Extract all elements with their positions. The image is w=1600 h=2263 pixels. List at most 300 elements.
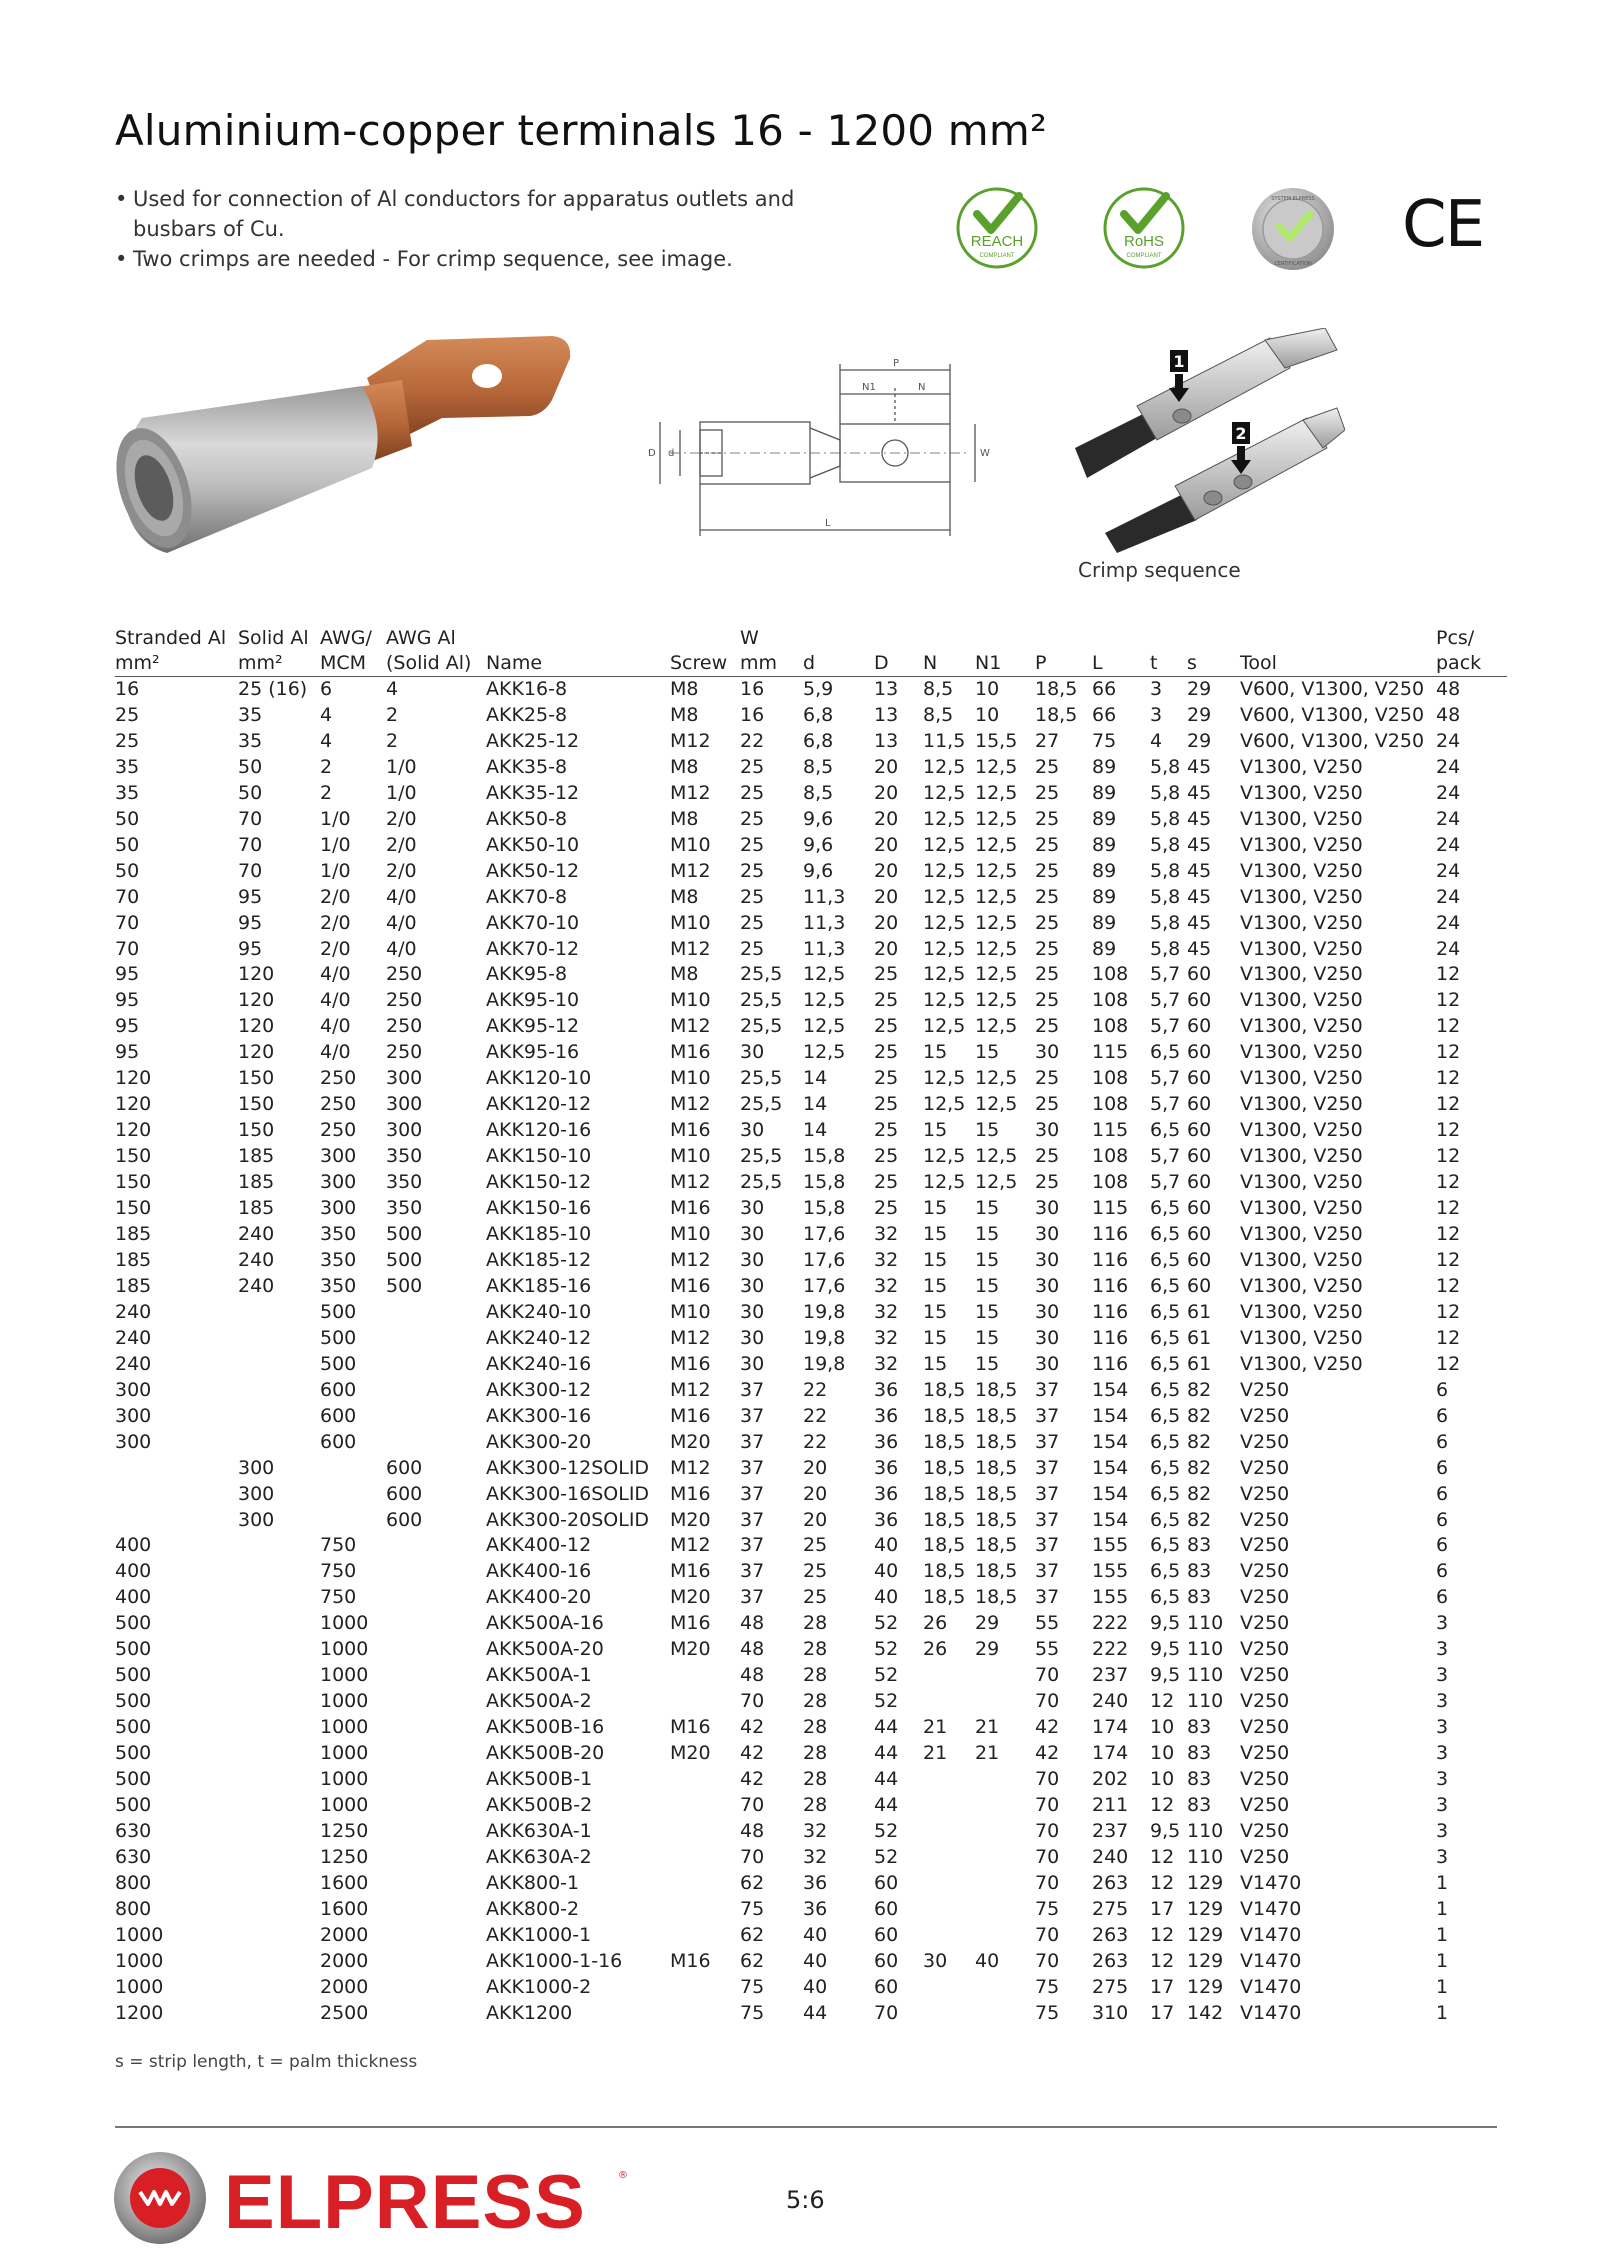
table-row — [115, 1066, 1507, 1092]
cell-d-large: 60 — [874, 1975, 899, 1998]
cell-stranded-al: 800 — [115, 1871, 152, 1894]
cell-awg-al-solid: 500 — [386, 1274, 423, 1297]
cell-s: 61 — [1187, 1352, 1212, 1375]
col-header-line2: N1 — [975, 652, 1002, 674]
cell-solid-al — [238, 1689, 320, 1715]
cell-d-small: 12,5 — [803, 1041, 846, 1064]
cell-t: 5,7 — [1150, 963, 1181, 986]
cell-l: 263 — [1092, 1923, 1129, 1946]
table-row — [115, 1404, 1507, 1430]
cell-pcs-pack: 12 — [1436, 1067, 1461, 1090]
cell-t: 6,5 — [1150, 1404, 1181, 1427]
cell-pcs-pack: 12 — [1436, 989, 1461, 1012]
col-header-t — [1150, 622, 1187, 677]
cell-awg-al-solid — [386, 1923, 486, 1949]
cell-solid-al: 240 — [238, 1248, 275, 1271]
cell-stranded-al: 500 — [115, 1716, 152, 1739]
table-row — [115, 1274, 1507, 1300]
cell-tool: V250 — [1240, 1378, 1290, 1401]
cell-d-large: 25 — [874, 1015, 899, 1038]
cell-solid-al — [238, 1300, 320, 1326]
cell-solid-al: 300 — [238, 1456, 275, 1479]
cell-awg-mcm: 750 — [320, 1560, 357, 1583]
cell-s: 83 — [1187, 1560, 1212, 1583]
cell-stranded-al: 630 — [115, 1819, 152, 1842]
table-row — [115, 1949, 1507, 1975]
cell-p: 70 — [1035, 1793, 1060, 1816]
dim-label-n1: N1 — [862, 382, 876, 393]
cell-t: 6,5 — [1150, 1430, 1181, 1453]
col-header-line1 — [1240, 626, 1436, 651]
cell-solid-al: 25 (16) — [238, 678, 308, 700]
cell-d-small: 36 — [803, 1871, 828, 1894]
cell-n1: 18,5 — [975, 1456, 1018, 1479]
cell-l: 154 — [1092, 1456, 1129, 1479]
cell-l: 202 — [1092, 1768, 1129, 1791]
cell-awg-al-solid: 350 — [386, 1171, 423, 1194]
cell-solid-al — [238, 1923, 320, 1949]
table-row — [115, 1637, 1507, 1663]
cell-n: 18,5 — [923, 1482, 966, 1505]
cell-p: 70 — [1035, 1819, 1060, 1842]
cell-stranded-al — [115, 1456, 238, 1482]
reach-label: REACH — [970, 233, 1024, 250]
cell-d-large: 36 — [874, 1378, 899, 1401]
cell-stranded-al: 300 — [115, 1430, 152, 1453]
cell-name: AKK120-12 — [486, 1093, 592, 1116]
cell-tool: V250 — [1240, 1612, 1290, 1635]
cell-d-small: 32 — [803, 1845, 828, 1868]
cell-pcs-pack: 3 — [1436, 1664, 1449, 1687]
cell-stranded-al: 630 — [115, 1845, 152, 1868]
cell-t: 6,5 — [1150, 1223, 1181, 1246]
cell-name: AKK300-20 — [486, 1430, 592, 1453]
cell-d-large: 32 — [874, 1352, 899, 1375]
cell-n: 15 — [923, 1248, 948, 1271]
cell-awg-al-solid — [386, 1819, 486, 1845]
col-header-line2: Name — [486, 652, 543, 674]
cell-solid-al — [238, 1845, 320, 1871]
cell-l: 108 — [1092, 1067, 1129, 1090]
cell-name: AKK400-20 — [486, 1586, 592, 1609]
cell-d-large: 20 — [874, 885, 899, 908]
table-row — [115, 781, 1507, 807]
cell-n1: 12,5 — [975, 781, 1018, 804]
reach-sub: COMPLIANT — [979, 253, 1015, 259]
cell-name: AKK25-12 — [486, 729, 580, 752]
cell-awg-mcm: 4/0 — [320, 989, 351, 1012]
cell-stranded-al: 400 — [115, 1560, 152, 1583]
cell-l: 66 — [1092, 678, 1117, 700]
cell-s: 60 — [1187, 1041, 1212, 1064]
cell-awg-al-solid — [386, 1715, 486, 1741]
cell-w: 16 — [740, 678, 765, 700]
rohs-sub: COMPLIANT — [1126, 253, 1162, 259]
cell-d-large: 32 — [874, 1326, 899, 1349]
cell-tool: V250 — [1240, 1819, 1290, 1842]
cell-solid-al — [238, 1533, 320, 1559]
cell-p: 25 — [1035, 755, 1060, 778]
col-header-line2: pack — [1436, 652, 1482, 674]
table-row — [115, 1871, 1507, 1897]
cell-awg-al-solid: 350 — [386, 1145, 423, 1168]
table-row — [115, 1170, 1507, 1196]
cell-d-large: 40 — [874, 1560, 899, 1583]
cell-t: 9,5 — [1150, 1819, 1181, 1842]
cell-p: 25 — [1035, 1067, 1060, 1090]
cell-tool: V1300, V250 — [1240, 937, 1363, 960]
cell-n — [923, 1793, 975, 1819]
cell-w: 25 — [740, 807, 765, 830]
cell-awg-al-solid: 2 — [386, 703, 399, 726]
cell-d-small: 15,8 — [803, 1145, 846, 1168]
table-row — [115, 755, 1507, 781]
cell-l: 89 — [1092, 833, 1117, 856]
cell-w: 25,5 — [740, 1093, 783, 1116]
cell-screw: M12 — [670, 1456, 711, 1479]
cell-n — [923, 1689, 975, 1715]
cell-p: 55 — [1035, 1612, 1060, 1635]
cell-p: 42 — [1035, 1716, 1060, 1739]
cell-awg-mcm: 2/0 — [320, 911, 351, 934]
cell-screw — [670, 1871, 740, 1897]
cell-name: AKK500B-2 — [486, 1793, 593, 1816]
cell-awg-mcm: 4/0 — [320, 963, 351, 986]
cell-n1 — [975, 1689, 1035, 1715]
cell-pcs-pack: 3 — [1436, 1612, 1449, 1635]
cell-awg-mcm: 6 — [320, 678, 333, 700]
cell-tool: V1300, V250 — [1240, 989, 1363, 1012]
cell-d-small: 28 — [803, 1664, 828, 1687]
cell-pcs-pack: 12 — [1436, 1145, 1461, 1168]
cell-d-small: 14 — [803, 1067, 828, 1090]
cell-n1 — [975, 1923, 1035, 1949]
cell-name: AKK25-8 — [486, 703, 568, 726]
table-row — [115, 937, 1507, 963]
cell-solid-al — [238, 1585, 320, 1611]
cell-n: 15 — [923, 1274, 948, 1297]
cell-s: 110 — [1187, 1845, 1224, 1868]
cell-screw: M12 — [670, 1326, 711, 1349]
cell-d-small: 19,8 — [803, 1326, 846, 1349]
cell-awg-mcm: 1/0 — [320, 859, 351, 882]
cell-n1: 40 — [975, 1949, 1000, 1972]
col-header-line1 — [874, 626, 923, 651]
cell-d-large: 36 — [874, 1456, 899, 1479]
cell-awg-mcm: 350 — [320, 1248, 357, 1271]
cell-awg-mcm: 2 — [320, 755, 333, 778]
cell-d-small: 11,3 — [803, 911, 846, 934]
cell-awg-al-solid — [386, 1845, 486, 1871]
cell-name: AKK500A-1 — [486, 1664, 592, 1687]
cell-name: AKK240-16 — [486, 1352, 592, 1375]
cell-s: 29 — [1187, 678, 1212, 700]
cell-pcs-pack: 12 — [1436, 1274, 1461, 1297]
cell-solid-al — [238, 1559, 320, 1585]
cell-tool: V1470 — [1240, 2001, 1302, 2024]
cell-pcs-pack: 12 — [1436, 1041, 1461, 1064]
col-header-line2: mm² — [115, 652, 160, 674]
table-row — [115, 2001, 1507, 2027]
cell-p: 70 — [1035, 1923, 1060, 1946]
cell-n1: 12,5 — [975, 963, 1018, 986]
cell-p: 70 — [1035, 1664, 1060, 1687]
cell-s: 82 — [1187, 1430, 1212, 1453]
cell-s: 45 — [1187, 937, 1212, 960]
cell-t: 3 — [1150, 678, 1163, 700]
col-header-line1: Pcs/ — [1436, 627, 1475, 649]
cell-stranded-al: 400 — [115, 1534, 152, 1557]
cell-screw: M12 — [670, 1248, 711, 1271]
cell-tool: V250 — [1240, 1430, 1290, 1453]
cell-s: 60 — [1187, 1223, 1212, 1246]
cell-s: 61 — [1187, 1300, 1212, 1323]
cell-d-large: 25 — [874, 1145, 899, 1168]
cell-d-small: 22 — [803, 1378, 828, 1401]
cell-s: 60 — [1187, 1119, 1212, 1142]
cell-awg-mcm — [320, 1456, 386, 1482]
cell-l: 237 — [1092, 1664, 1129, 1687]
cell-n — [923, 2001, 975, 2027]
cell-awg-al-solid: 250 — [386, 1015, 423, 1038]
cell-p: 30 — [1035, 1248, 1060, 1271]
cell-p: 27 — [1035, 729, 1060, 752]
cell-t: 6,5 — [1150, 1197, 1181, 1220]
cell-l: 116 — [1092, 1223, 1129, 1246]
cell-n1: 15 — [975, 1197, 1000, 1220]
table-row — [115, 1014, 1507, 1040]
cell-tool: V1300, V250 — [1240, 1171, 1363, 1194]
cell-d-small: 28 — [803, 1612, 828, 1635]
cell-w: 37 — [740, 1404, 765, 1427]
col-header-line1 — [975, 626, 1035, 651]
cell-stranded-al: 70 — [115, 911, 140, 934]
cell-l: 89 — [1092, 781, 1117, 804]
cell-awg-al-solid — [386, 1404, 486, 1430]
cell-name: AKK16-8 — [486, 678, 568, 700]
cell-stranded-al: 185 — [115, 1223, 152, 1246]
cell-name: AKK300-20SOLID — [486, 1508, 650, 1531]
cell-awg-al-solid: 4/0 — [386, 937, 417, 960]
col-header-n1 — [975, 622, 1035, 677]
cell-d-small: 22 — [803, 1404, 828, 1427]
cell-name: AKK150-16 — [486, 1197, 592, 1220]
cell-awg-al-solid: 4/0 — [386, 885, 417, 908]
cell-awg-mcm: 600 — [320, 1430, 357, 1453]
cell-n1: 10 — [975, 703, 1000, 726]
cell-awg-mcm: 1000 — [320, 1742, 369, 1765]
cell-w: 25,5 — [740, 989, 783, 1012]
col-header-line1 — [1187, 626, 1240, 651]
cell-d-small: 17,6 — [803, 1223, 846, 1246]
cell-stranded-al — [115, 1508, 238, 1534]
cell-screw: M8 — [670, 678, 699, 700]
cell-s: 129 — [1187, 1897, 1224, 1920]
cell-w: 22 — [740, 729, 765, 752]
cell-tool: V600, V1300, V250 — [1240, 703, 1425, 726]
cell-tool: V1470 — [1240, 1871, 1302, 1894]
table-row — [115, 988, 1507, 1014]
cell-d-small: 14 — [803, 1093, 828, 1116]
cell-tool: V1300, V250 — [1240, 1015, 1363, 1038]
cell-p: 37 — [1035, 1482, 1060, 1505]
cell-awg-al-solid: 2/0 — [386, 807, 417, 830]
cell-solid-al: 150 — [238, 1093, 275, 1116]
cell-d-large: 25 — [874, 989, 899, 1012]
cell-awg-al-solid — [386, 1975, 486, 2001]
cell-d-small: 15,8 — [803, 1197, 846, 1220]
cell-t: 10 — [1150, 1768, 1175, 1791]
cell-w: 37 — [740, 1560, 765, 1583]
cell-pcs-pack: 24 — [1436, 937, 1461, 960]
cell-tool: V1300, V250 — [1240, 1300, 1363, 1323]
cell-solid-al — [238, 1793, 320, 1819]
cell-screw: M10 — [670, 1223, 711, 1246]
cell-t: 6,5 — [1150, 1326, 1181, 1349]
cell-t: 9,5 — [1150, 1664, 1181, 1687]
cell-screw: M12 — [670, 1378, 711, 1401]
col-header-line2: N — [923, 652, 938, 674]
cell-stranded-al: 1000 — [115, 1949, 164, 1972]
cell-pcs-pack: 12 — [1436, 1326, 1461, 1349]
cell-d-large: 52 — [874, 1845, 899, 1868]
cell-awg-al-solid — [386, 2001, 486, 2027]
cell-awg-al-solid — [386, 1637, 486, 1663]
cell-awg-mcm: 4/0 — [320, 1041, 351, 1064]
cell-awg-mcm: 600 — [320, 1378, 357, 1401]
cell-n — [923, 1845, 975, 1871]
cell-l: 154 — [1092, 1482, 1129, 1505]
table-row — [115, 1378, 1507, 1404]
cell-w: 37 — [740, 1508, 765, 1531]
cell-t: 6,5 — [1150, 1560, 1181, 1583]
cell-name: AKK70-8 — [486, 885, 568, 908]
cell-screw: M8 — [670, 885, 699, 908]
cell-w: 25 — [740, 859, 765, 882]
cell-name: AKK300-16 — [486, 1404, 592, 1427]
ce-mark: CE — [1402, 188, 1484, 262]
cell-awg-al-solid — [386, 1689, 486, 1715]
cell-l: 155 — [1092, 1586, 1129, 1609]
cell-l: 116 — [1092, 1248, 1129, 1271]
cell-awg-al-solid — [386, 1871, 486, 1897]
cell-t: 6,5 — [1150, 1508, 1181, 1531]
cell-pcs-pack: 12 — [1436, 1119, 1461, 1142]
cell-solid-al — [238, 1767, 320, 1793]
footnote: s = strip length, t = palm thickness — [115, 2052, 418, 2072]
cell-l: 108 — [1092, 1145, 1129, 1168]
cell-s: 110 — [1187, 1690, 1224, 1713]
cell-awg-mcm: 1250 — [320, 1819, 369, 1842]
cell-n — [923, 1767, 975, 1793]
cell-w: 42 — [740, 1716, 765, 1739]
cell-d-small: 17,6 — [803, 1248, 846, 1271]
col-header-l — [1092, 622, 1150, 677]
cell-n: 15 — [923, 1300, 948, 1323]
cell-n: 15 — [923, 1041, 948, 1064]
cell-awg-al-solid — [386, 1611, 486, 1637]
cell-s: 60 — [1187, 1248, 1212, 1271]
cell-d-large: 60 — [874, 1897, 899, 1920]
cell-d-large: 40 — [874, 1534, 899, 1557]
cell-solid-al — [238, 1949, 320, 1975]
cell-solid-al — [238, 1430, 320, 1456]
cell-n1: 15 — [975, 1300, 1000, 1323]
table-row — [115, 1326, 1507, 1352]
cell-d-small: 32 — [803, 1819, 828, 1842]
cell-n1: 12,5 — [975, 833, 1018, 856]
cell-n1: 12,5 — [975, 1145, 1018, 1168]
cell-d-small: 11,3 — [803, 937, 846, 960]
cell-n: 18,5 — [923, 1430, 966, 1453]
cell-tool: V1300, V250 — [1240, 833, 1363, 856]
cell-screw: M10 — [670, 1145, 711, 1168]
cell-stranded-al: 70 — [115, 885, 140, 908]
cell-tool: V250 — [1240, 1508, 1290, 1531]
cell-stranded-al: 95 — [115, 989, 140, 1012]
table-row — [115, 1741, 1507, 1767]
cell-tool: V250 — [1240, 1534, 1290, 1557]
cell-d-large: 60 — [874, 1949, 899, 1972]
cell-t: 12 — [1150, 1793, 1175, 1816]
cell-screw — [670, 1923, 740, 1949]
table-row — [115, 1196, 1507, 1222]
cell-n: 15 — [923, 1197, 948, 1220]
cell-tool: V1470 — [1240, 1923, 1302, 1946]
table-row — [115, 703, 1507, 729]
col-header-name — [486, 622, 670, 677]
cell-s: 60 — [1187, 1171, 1212, 1194]
cell-p: 37 — [1035, 1508, 1060, 1531]
dim-label-bigd: D — [648, 448, 656, 459]
cell-name: AKK150-12 — [486, 1171, 592, 1194]
cell-solid-al — [238, 1378, 320, 1404]
cell-p: 18,5 — [1035, 703, 1078, 726]
cell-screw: M12 — [670, 1171, 711, 1194]
cell-s: 45 — [1187, 807, 1212, 830]
cell-awg-al-solid: 1/0 — [386, 781, 417, 804]
cell-d-small: 6,8 — [803, 729, 834, 752]
cell-w: 62 — [740, 1949, 765, 1972]
cell-solid-al: 240 — [238, 1274, 275, 1297]
cell-stranded-al: 500 — [115, 1768, 152, 1791]
cell-s: 60 — [1187, 1067, 1212, 1090]
cell-tool: V1300, V250 — [1240, 1067, 1363, 1090]
cell-d-large: 20 — [874, 937, 899, 960]
cell-p: 75 — [1035, 2001, 1060, 2024]
cell-d-large: 20 — [874, 833, 899, 856]
cell-screw: M12 — [670, 1093, 711, 1116]
cell-solid-al — [238, 1611, 320, 1637]
cell-awg-al-solid: 4/0 — [386, 911, 417, 934]
cell-s: 110 — [1187, 1612, 1224, 1635]
col-header-screw — [670, 622, 740, 677]
cell-n: 21 — [923, 1742, 948, 1765]
table-row — [115, 1222, 1507, 1248]
cell-stranded-al: 1000 — [115, 1975, 164, 1998]
cell-n1: 15 — [975, 1119, 1000, 1142]
col-header-line2: mm² — [238, 652, 283, 674]
cell-awg-mcm: 1000 — [320, 1690, 369, 1713]
cell-screw — [670, 1819, 740, 1845]
cell-t: 5,8 — [1150, 859, 1181, 882]
cell-awg-mcm: 2000 — [320, 1923, 369, 1946]
cell-l: 116 — [1092, 1274, 1129, 1297]
cell-s: 129 — [1187, 1949, 1224, 1972]
cell-d-large: 20 — [874, 781, 899, 804]
cell-s: 83 — [1187, 1534, 1212, 1557]
cell-solid-al: 150 — [238, 1067, 275, 1090]
